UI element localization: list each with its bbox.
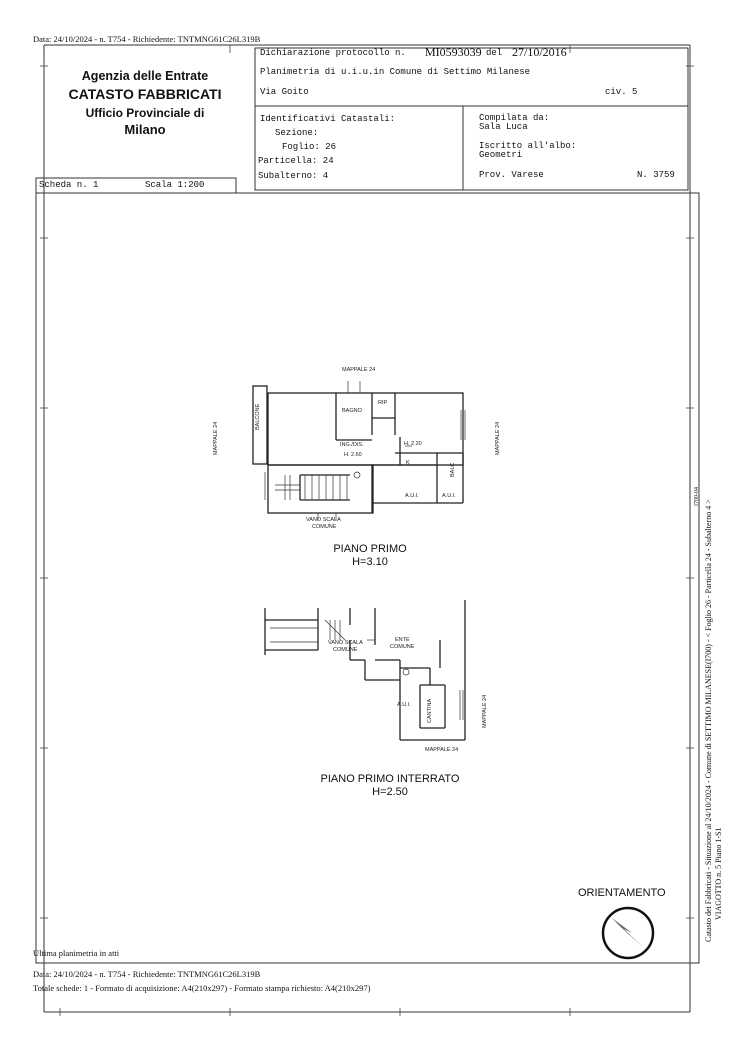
street-address: Via Goito xyxy=(260,87,309,97)
declaration-date: 27/10/2016 xyxy=(512,45,567,59)
ff-ingresso: ING./DIS. xyxy=(340,442,364,448)
ff-bagno: BAGNO xyxy=(342,408,362,414)
bs-mappale-bottom: MAPPALE 24 xyxy=(425,747,459,753)
province: Prov. Varese xyxy=(479,170,544,180)
albo-value: Geometri xyxy=(479,150,523,160)
compiler-name: Sala Luca xyxy=(479,122,528,132)
bs-ente-comune: COMUNE xyxy=(390,644,415,650)
side-situation-line: Catasto dei Fabbricati - Situazione al 24/10/2024 - Comune di SETTIMO MILANESE(I700) - < Foglio 26 - Particella 24 - Subalterno 4 > xyxy=(704,499,713,942)
ff-comune: COMUNE xyxy=(312,524,337,530)
footer-ultima: Ultima planimetria in atti xyxy=(33,948,120,958)
bs-ente: ENTE xyxy=(395,637,410,643)
office-label: Ufficio Provinciale di xyxy=(85,106,205,120)
ff-balcone: BALCONE xyxy=(255,403,261,430)
declaration-del: del xyxy=(486,48,503,58)
bs-title: PIANO PRIMO INTERRATO xyxy=(320,773,460,785)
scheda-number: Scheda n. 1 xyxy=(39,180,99,190)
bs-aui: A.U.I. xyxy=(397,702,411,708)
footer-data: Data: 24/10/2024 - n. T754 - Richiedente: TNTMNG61C26L319B xyxy=(33,969,261,979)
header-request-line: Data: 24/10/2024 - n. T754 - Richiedente: TNTMNG61C26L319B xyxy=(33,34,261,44)
ff-h260: H. 2.60 xyxy=(344,452,362,458)
agency-name: Agenzia delle Entrate xyxy=(81,69,209,83)
foglio: Foglio: 26 xyxy=(282,142,337,152)
sezione: Sezione: xyxy=(275,128,319,138)
compiler-label: Compilata da: xyxy=(479,113,550,123)
ff-aui-1: A.U.I. xyxy=(405,493,419,499)
catasto-title: CATASTO FABBRICATI xyxy=(68,86,222,102)
ff-mappale-right: MAPPALE 24 xyxy=(495,421,501,455)
bs-comune: COMUNE xyxy=(333,647,358,653)
subalterno: Subalterno: 4 xyxy=(258,171,329,181)
office-city: Milano xyxy=(124,122,166,137)
declaration-protocol: MI0593039 xyxy=(425,45,482,59)
ff-balc: BALC xyxy=(450,462,456,477)
ff-aui-2: A.U.I. xyxy=(442,493,456,499)
civic-number: civ. 5 xyxy=(605,87,638,97)
ff-h220: H. 2.20 xyxy=(404,441,422,447)
side-address-line: VIAGOTTO n. 5 Piano 1-S1 xyxy=(714,827,723,920)
registration-number: N. 3759 xyxy=(637,170,675,180)
ff-mappale-top: MAPPALE 24 xyxy=(342,367,376,373)
identifiers-title: Identificativi Catastali: xyxy=(260,114,396,124)
bs-cantina: CANTINA xyxy=(427,698,433,723)
bs-mappale-right: MAPPALE 24 xyxy=(482,694,488,728)
side-stamp: I700-04 xyxy=(694,487,700,506)
ff-kitchen: K xyxy=(406,460,410,466)
bs-vano-scala: VANO SCALA xyxy=(328,640,363,646)
particella: Particella: 24 xyxy=(258,156,334,166)
declaration-label: Dichiarazione protocollo n. xyxy=(260,48,406,58)
scale: Scala 1:200 xyxy=(145,180,205,190)
planimetria-line: Planimetria di u.i.u.in Comune di Settimo Milanese xyxy=(260,67,531,77)
ff-rip: RIP xyxy=(378,400,388,406)
ff-vano-scala: VANO SCALA xyxy=(306,517,341,523)
albo-label: Iscritto all'albo: xyxy=(479,141,577,151)
ff-height: H=3.10 xyxy=(352,556,388,568)
ff-title: PIANO PRIMO xyxy=(333,543,407,555)
ff-mappale-left: MAPPALE 24 xyxy=(213,421,219,455)
orientation-label: ORIENTAMENTO xyxy=(578,887,666,899)
footer-totale: Totale schede: 1 - Formato di acquisizione: A4(210x297) - Formato stampa richiesto: A4(210x297) xyxy=(33,983,371,993)
bs-height: H=2.50 xyxy=(372,786,408,798)
